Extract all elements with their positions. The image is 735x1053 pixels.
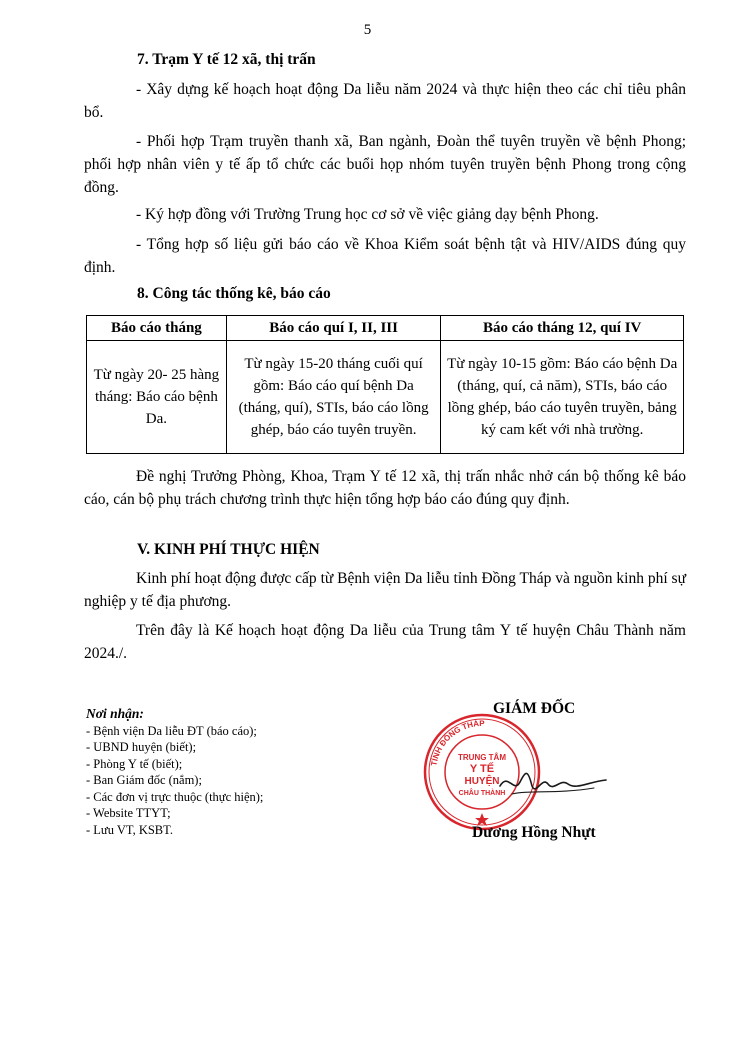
section-v-heading: V. KINH PHÍ THỰC HIỆN (137, 541, 320, 558)
signer-name: Dương Hồng Nhựt (472, 824, 596, 841)
section-7-paragraph-3: - Ký hợp đồng với Trường Trung học cơ sở về việc giảng dạy bệnh Phong. (136, 206, 599, 223)
table-header-row (87, 316, 684, 341)
recipient-item: - Lưu VT, KSBT. (86, 822, 173, 837)
recipient-item: - Các đơn vị trực thuộc (thực hiện); (86, 789, 264, 804)
section-8-heading: 8. Công tác thống kê, báo cáo (137, 285, 331, 302)
recipients-block (86, 706, 263, 838)
table-cell: Từ ngày 10-15 gồm: Báo cáo bệnh Da (tháng, quí, cả năm), STIs, báo cáo lồng ghép, báo cáo tuyên truyền, bảng ký cam kết với nhà trường. (441, 341, 684, 454)
table-header-cell: Báo cáo quí I, II, III (226, 316, 441, 341)
section-v-paragraph-1: Kinh phí hoạt động được cấp từ Bệnh viện Da liễu tỉnh Đồng Tháp và nguồn kinh phí sự nghiệp y tế địa phương. (84, 570, 686, 610)
signature-title: GIÁM ĐỐC (493, 700, 576, 717)
recipient-item: - Phòng Y tế (biết); (86, 756, 183, 771)
seal-line: CHÂU THÀNH (458, 790, 506, 797)
handwritten-signature (498, 764, 608, 804)
seal-ring-text: TỈNH ĐỒNG THÁP (429, 718, 485, 767)
report-schedule-table (86, 315, 684, 454)
recipient-item: - Ban Giám đốc (nắm); (86, 773, 202, 787)
section-7-heading: 7. Trạm Y tế 12 xã, thị trấn (137, 51, 316, 68)
seal-line: TRUNG TÂM (458, 753, 506, 762)
table-header-cell: Báo cáo tháng (87, 316, 227, 341)
section-7-paragraph-4: - Tổng hợp số liệu gửi báo cáo về Khoa Kiểm soát bệnh tật và HIV/AIDS đúng quy định. (84, 236, 686, 276)
recipient-item: - Website TTYT; (86, 806, 171, 820)
table-row (87, 341, 684, 454)
table-cell: Từ ngày 20- 25 hàng tháng: Báo cáo bệnh Da. (87, 341, 227, 454)
section-7-paragraph-2: - Phối hợp Trạm truyền thanh xã, Ban ngành, Đoàn thể tuyên truyền về bệnh Phong; phối hợp nhân viên y tế ấp tổ chức các buổi họp nhóm tuyên truyền bệnh Phong trong cộng đồng. (84, 133, 686, 196)
page-number: 5 (363, 22, 372, 38)
table-cell: Từ ngày 15-20 tháng cuối quí gồm: Báo cáo quí bệnh Da (tháng, quí), STIs, báo cáo lồng ghép, báo cáo tuyên truyền. (226, 341, 441, 454)
seal-line: Y TẾ (469, 763, 495, 775)
recipient-item: - UBND huyện (biết); (86, 740, 197, 754)
seal-line: HUYỆN (464, 776, 500, 787)
section-7-paragraph-1: - Xây dựng kế hoạch hoạt động Da liễu năm 2024 và thực hiện theo các chỉ tiêu phân bổ. (84, 81, 686, 121)
section-v-paragraph-2: Trên đây là Kế hoạch hoạt động Da liễu của Trung tâm Y tế huyện Châu Thành năm 2024./. (84, 622, 686, 662)
recipients-title: Nơi nhận: (86, 706, 144, 721)
table-header-cell: Báo cáo tháng 12, quí IV (441, 316, 684, 341)
recipient-item: - Bệnh viện Da liễu ĐT (báo cáo); (86, 723, 257, 738)
section-8-note: Đề nghị Trưởng Phòng, Khoa, Trạm Y tế 12 xã, thị trấn nhắc nhở cán bộ thống kê báo cáo, cán bộ phụ trách chương trình thực hiện tổng hợp báo cáo đúng quy định. (84, 468, 686, 508)
